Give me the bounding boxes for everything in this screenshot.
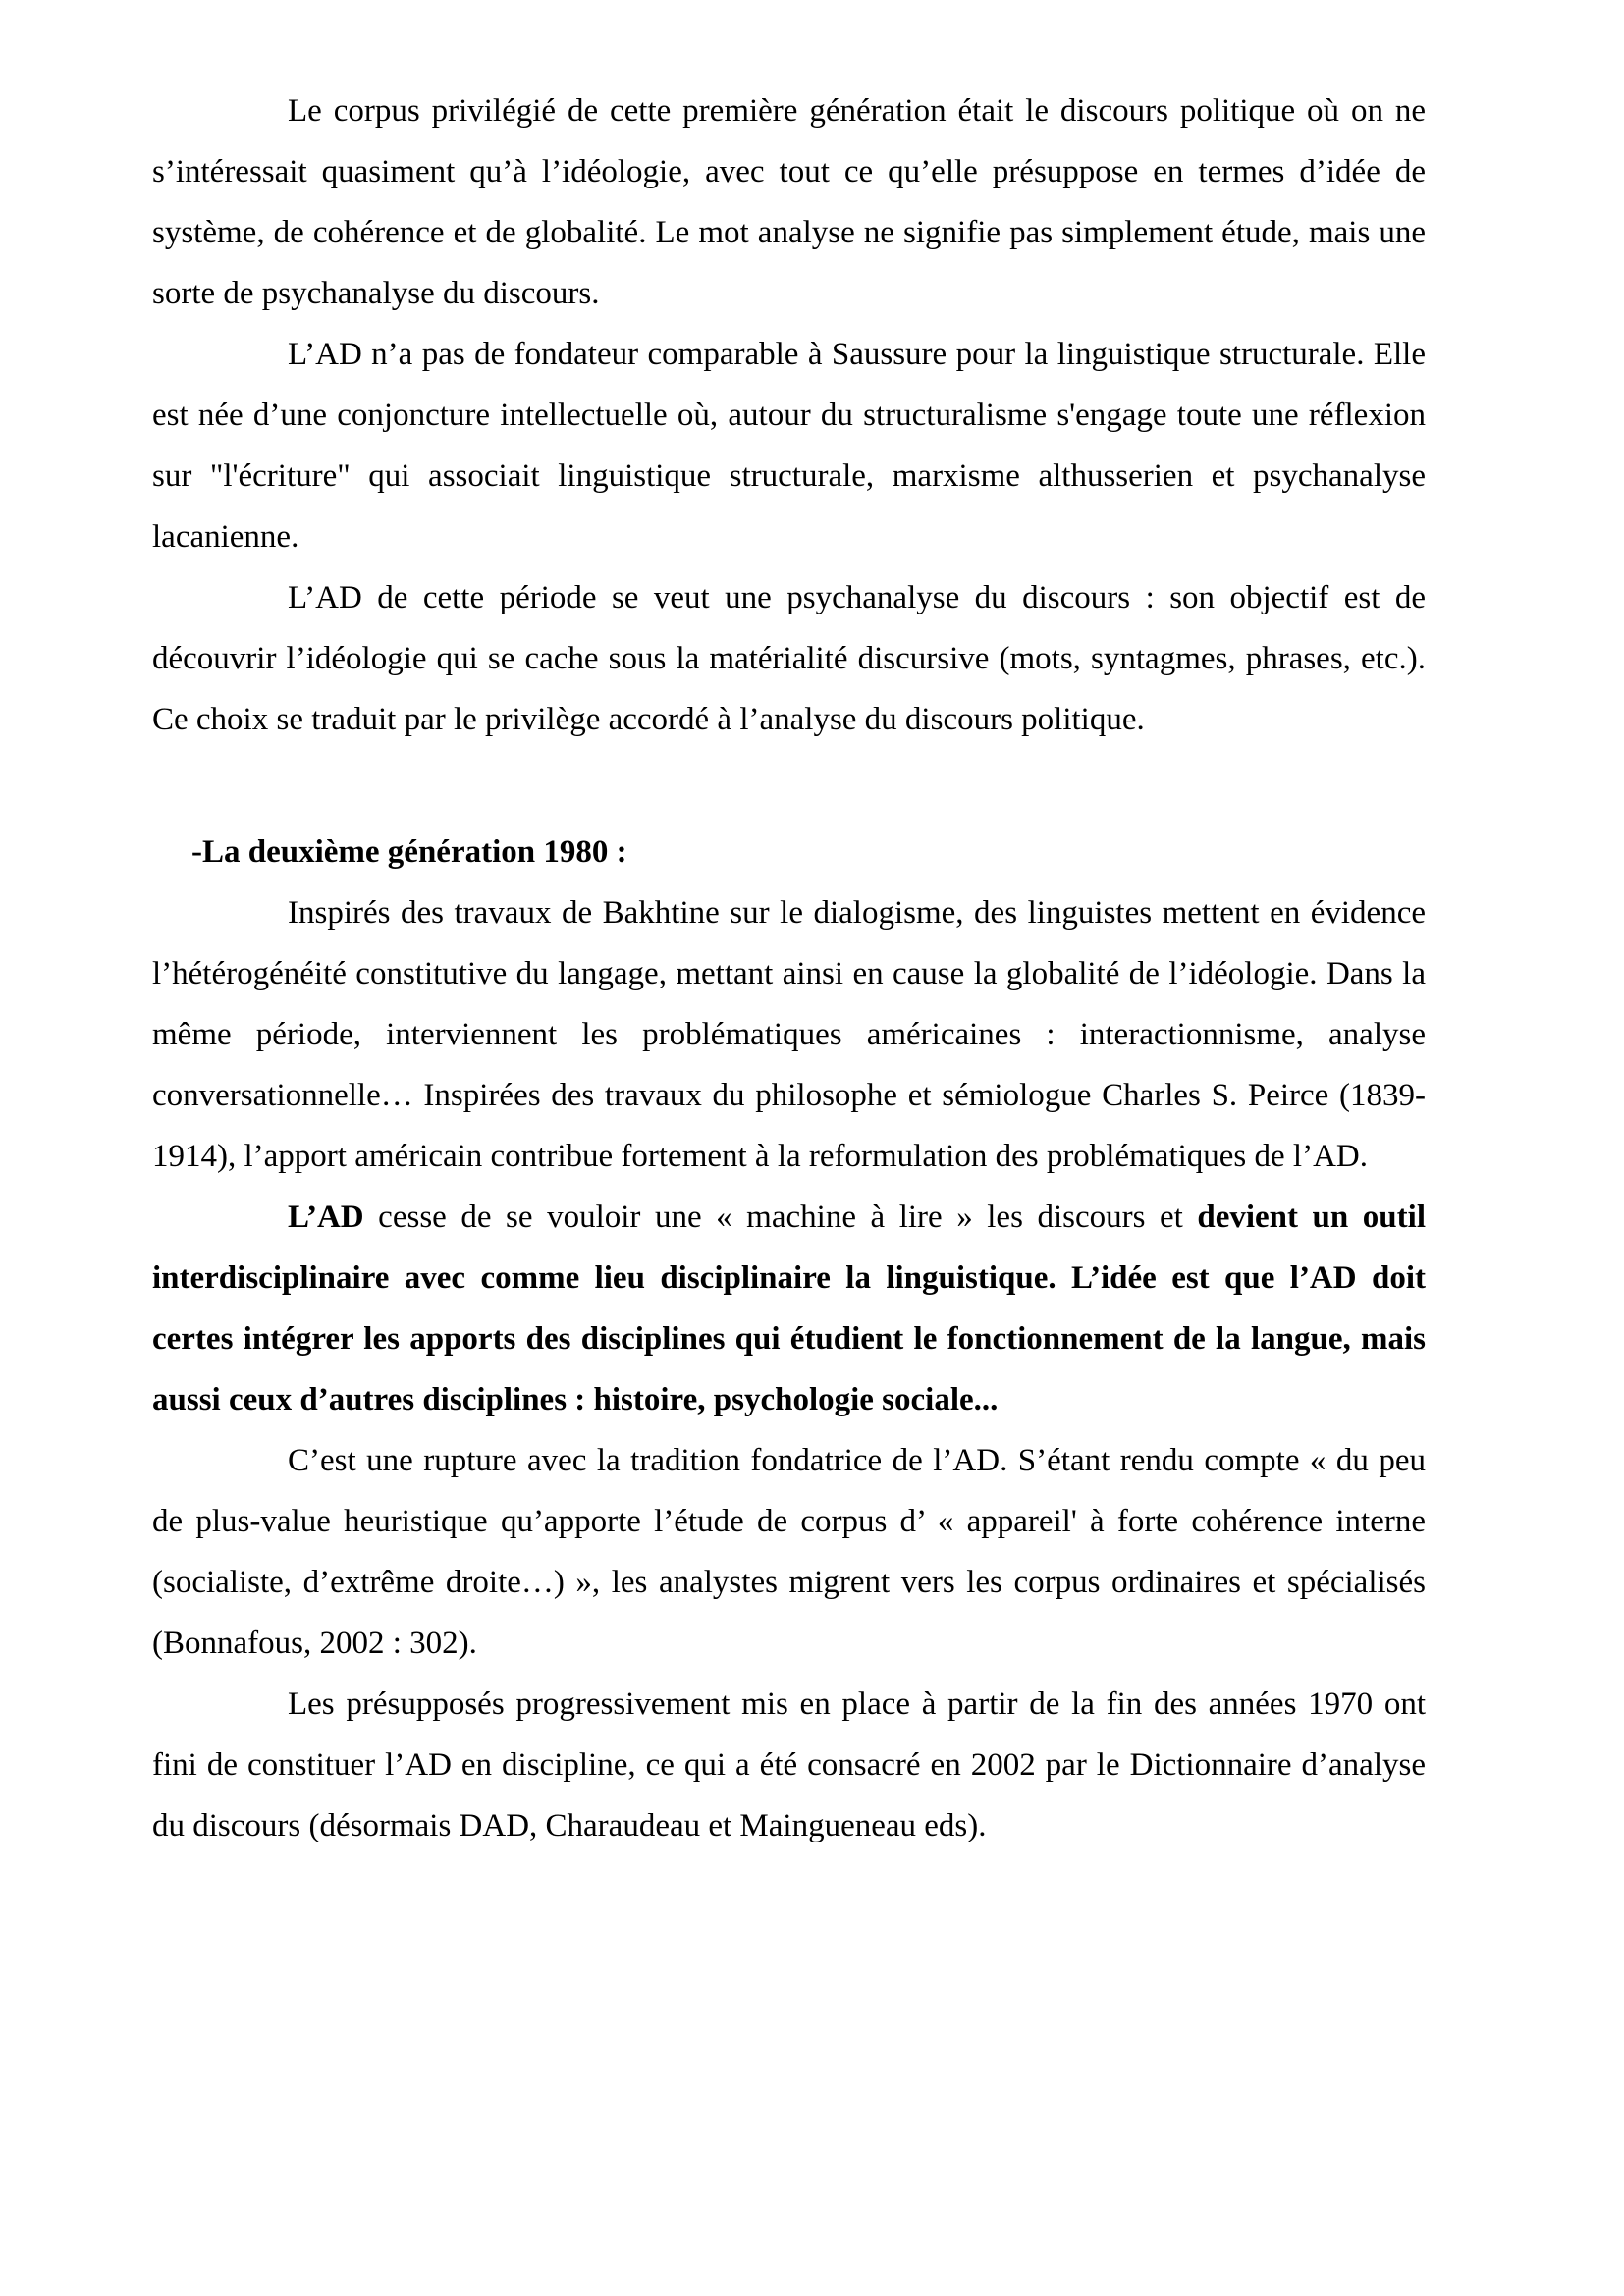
document-body: [152, 80, 1426, 1856]
paragraph: [152, 80, 1426, 324]
paragraph: [152, 567, 1426, 750]
text-run: Le corpus privilégié de cette première génération était le discours politique où on ne s’intéressait quasiment qu’à l’idéologie, avec tout ce qu’elle présuppose en termes d’idée de système, de cohérence et de globalité. Le mot analyse ne signifie pas simplement étude, mais une sorte de psychanalyse du discours.: [152, 93, 1426, 311]
text-run: C’est une rupture avec la tradition fondatrice de l’AD. S’étant rendu compte « du peu de plus-value heuristique qu’apporte l’étude de corpus d’ « appareil' à forte cohérence interne (socialiste, d’extrême droite…) », les analystes migrent vers les corpus ordinaires et spécialisés (Bonnafous, 2002 : 302).: [152, 1443, 1426, 1661]
text-run-bold: devient un outil interdisciplinaire avec comme lieu disciplinaire la linguistique. L’idée est que l’AD doit certes intégrer les apports des disciplines qui étudient le fonctionnement de la langue, mais aussi ceux d’autres disciplines : histoire, psychologie sociale...: [152, 1200, 1426, 1417]
text-run: Les présupposés progressivement mis en place à partir de la fin des années 1970 ont fini de constituer l’AD en discipline, ce qui a été consacré en 2002 par le Dictionnaire d’analyse du discours (désormais DAD, Charaudeau et Maingueneau eds).: [152, 1686, 1426, 1843]
paragraph: [152, 1430, 1426, 1674]
paragraph: [152, 1187, 1426, 1430]
paragraph: [152, 882, 1426, 1187]
text-run-bold: -La deuxième génération 1980 :: [191, 834, 627, 870]
text-run: cesse de se vouloir une « machine à lire » les discours et: [363, 1200, 1198, 1235]
section-heading: [152, 822, 1426, 882]
paragraph: [152, 1674, 1426, 1856]
paragraph: [152, 324, 1426, 567]
text-run: L’AD de cette période se veut une psychanalyse du discours : son objectif est de découvrir l’idéologie qui se cache sous la matérialité discursive (mots, syntagmes, phrases, etc.). Ce choix se traduit par le privilège accordé à l’analyse du discours politique.: [152, 580, 1426, 737]
text-run: L’AD n’a pas de fondateur comparable à Saussure pour la linguistique structurale. Elle est née d’une conjoncture intellectuelle où, autour du structuralisme s'engage toute une réflexion sur "l'écriture" qui associait linguistique structurale, marxisme althusserien et psychanalyse lacanienne.: [152, 337, 1426, 555]
text-run: Inspirés des travaux de Bakhtine sur le dialogisme, des linguistes mettent en évidence l’hétérogénéité constitutive du langage, mettant ainsi en cause la globalité de l’idéologie. Dans la même période, interviennent les problématiques américaines : interactionnisme, analyse conversationnelle… Inspirées des travaux du philosophe et sémiologue Charles S. Peirce (1839-1914), l’apport américain contribue fortement à la reformulation des problématiques de l’AD.: [152, 895, 1426, 1174]
text-run-bold: L’AD: [288, 1200, 364, 1235]
